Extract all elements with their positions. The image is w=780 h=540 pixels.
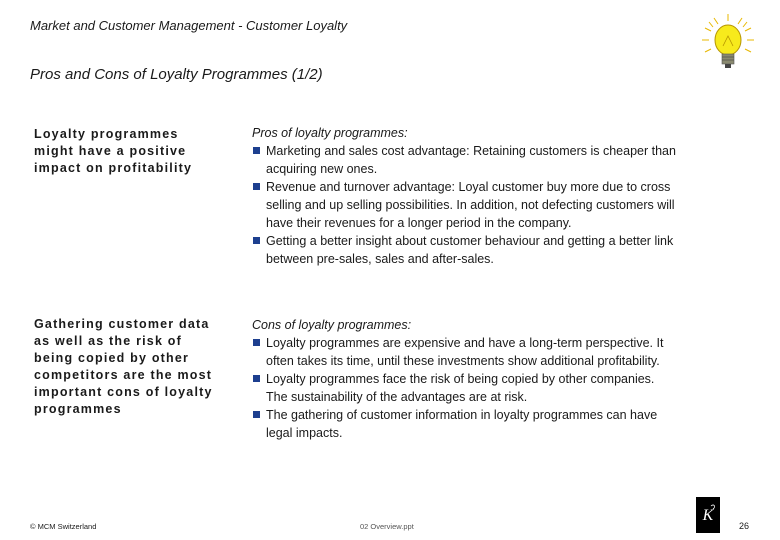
side-note-line: programmes	[34, 402, 122, 416]
bullet-line: Marketing and sales cost advantage: Retaining customers is cheaper than	[266, 144, 676, 158]
bullet-square-icon	[253, 411, 260, 418]
side-note-line: impact on profitability	[34, 161, 193, 175]
bullet-line: legal impacts.	[266, 426, 343, 440]
bullet-line: The gathering of customer information in loyalty programmes can have	[266, 408, 658, 422]
cons-block	[252, 316, 732, 442]
bullet-square-icon	[253, 375, 260, 382]
bullet-line: often takes its time, until these investments show additional profitability.	[266, 354, 660, 368]
bullet-line: between pre-sales, sales and after-sales.	[266, 252, 494, 266]
footer-copyright: © MCM Switzerland	[30, 522, 97, 531]
list-item	[252, 334, 732, 370]
bullet-square-icon	[253, 183, 260, 190]
bullet-line: have their revenues for a longer period in the company.	[266, 216, 572, 230]
bullet-square-icon	[253, 147, 260, 154]
company-logo	[696, 497, 720, 533]
bullet-line: The sustainability of the advantages are at risk.	[266, 390, 528, 404]
bullet-line: Loyalty programmes face the risk of being copied by other companies.	[266, 372, 655, 386]
list-item	[252, 406, 732, 442]
side-note-line: as well as the risk of	[34, 334, 182, 348]
list-item	[252, 142, 732, 178]
list-item	[252, 232, 732, 268]
logo-letter: K	[702, 507, 714, 524]
header-title: Market and Customer Management - Customer Loyalty	[30, 18, 348, 33]
list-item	[252, 178, 732, 232]
footer-filename: 02 Overview.ppt	[360, 522, 414, 531]
bullet-line: acquiring new ones.	[266, 162, 378, 176]
slide-title: Pros and Cons of Loyalty Programmes (1/2)	[30, 66, 323, 83]
side-note-line: Gathering customer data	[34, 317, 210, 331]
bullet-square-icon	[253, 237, 260, 244]
bullet-line: Revenue and turnover advantage: Loyal customer buy more due to cross	[266, 180, 671, 194]
side-note-line: competitors are the most	[34, 368, 213, 382]
pros-block	[252, 124, 732, 268]
cons-heading: Cons of loyalty programmes:	[252, 318, 412, 332]
side-note-pros	[34, 126, 234, 177]
side-note-line: Loyalty programmes	[34, 127, 179, 141]
bullet-line: Loyalty programmes are expensive and have a long-term perspective. It	[266, 336, 664, 350]
list-item	[252, 370, 732, 406]
bullet-square-icon	[253, 339, 260, 346]
side-note-line: might have a positive	[34, 144, 187, 158]
pros-heading: Pros of loyalty programmes:	[252, 126, 408, 140]
lightbulb-icon	[700, 12, 756, 74]
bullet-line: selling and up selling possibilities. In addition, not defecting customers will	[266, 198, 675, 212]
side-note-cons	[34, 316, 234, 418]
page-number: 26	[739, 521, 750, 531]
side-note-line: being copied by other	[34, 351, 190, 365]
bullet-line: Getting a better insight about customer behaviour and getting a better link	[266, 234, 674, 248]
side-note-line: important cons of loyalty	[34, 385, 213, 399]
